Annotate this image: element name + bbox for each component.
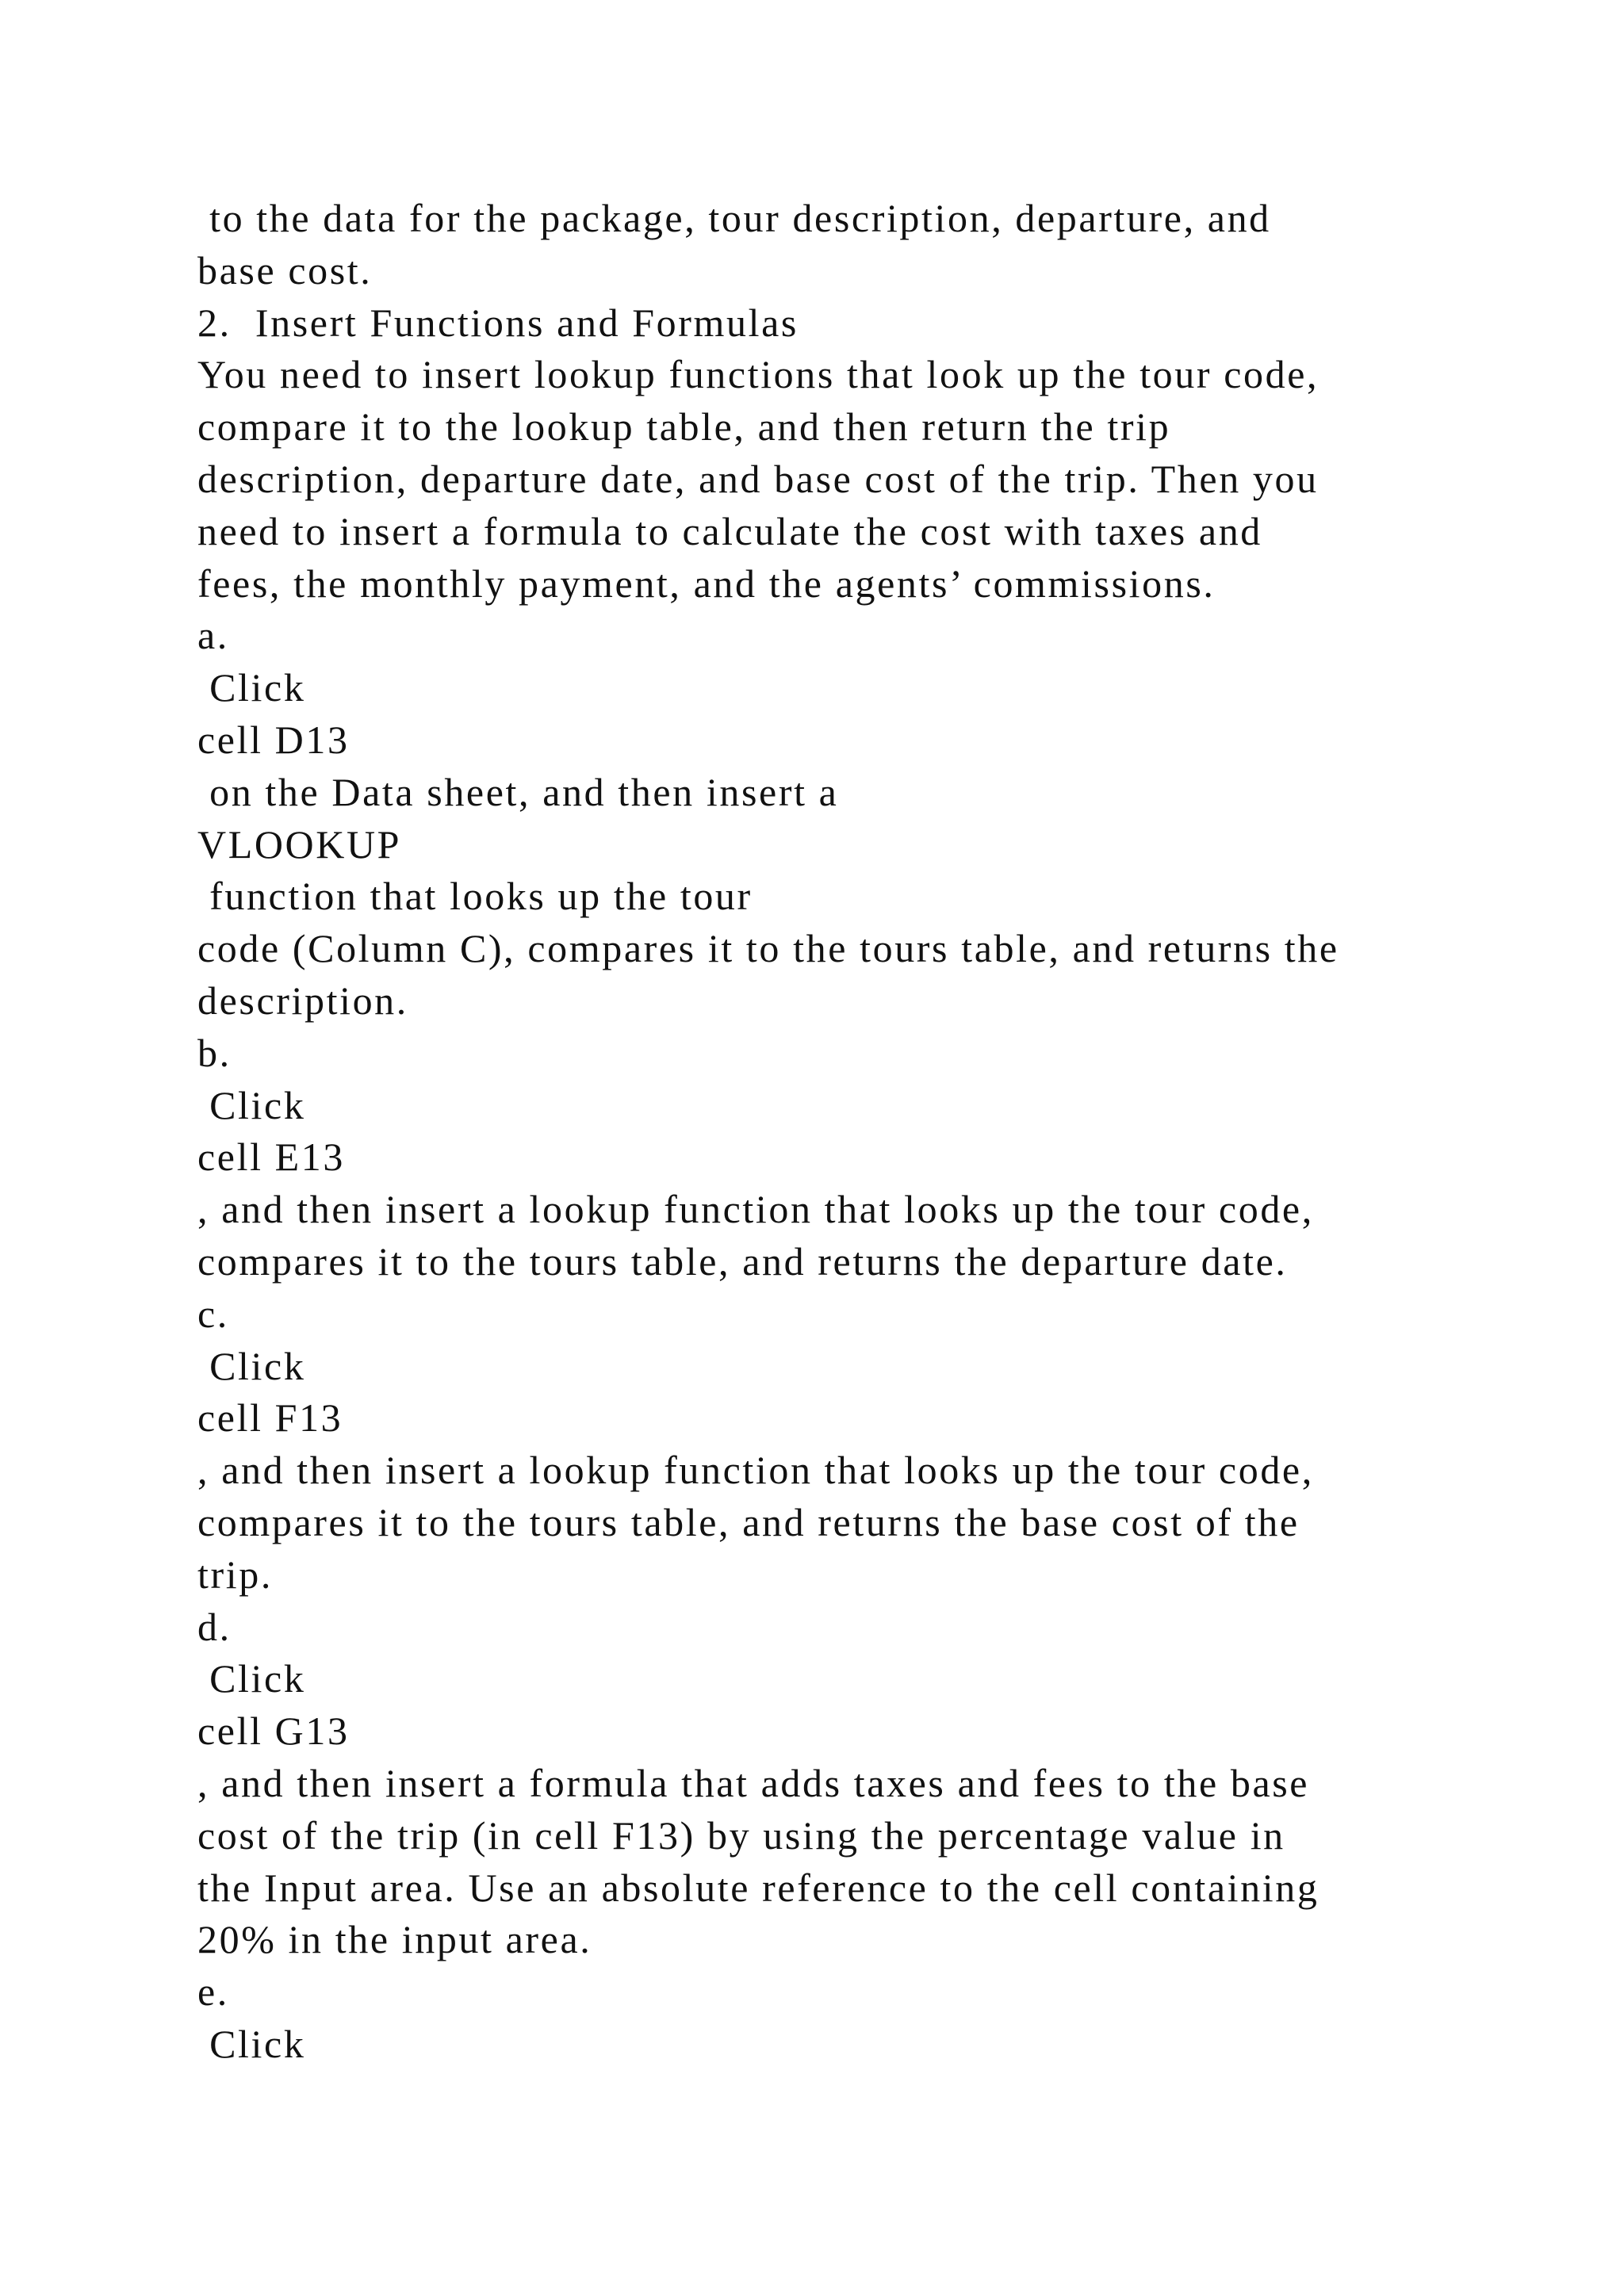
text-line: compares it to the tours table, and returns the base cost of the (197, 1499, 1300, 1544)
text-line: You need to insert lookup functions that look up the tour code, (197, 352, 1320, 397)
text-line: , and then insert a lookup function that looks up the tour code, (197, 1448, 1314, 1493)
text-line: , and then insert a lookup function that looks up the tour code, (197, 1187, 1314, 1232)
text-line: Click (197, 665, 306, 710)
text-line: the Input area. Use an absolute reference to the cell containing (197, 1865, 1320, 1910)
cell-reference: cell E13 (197, 1135, 346, 1180)
cell-reference: cell F13 (197, 1395, 343, 1441)
text-line: base cost. (197, 247, 373, 293)
step-label: b. (197, 1030, 232, 1075)
text-line: function that looks up the tour (197, 874, 753, 919)
text-line: , and then insert a formula that adds taxes and fees to the base (197, 1760, 1310, 1805)
text-line: to the data for the package, tour description, departure, and (197, 196, 1271, 240)
text-line: compare it to the lookup table, and then return the trip (197, 404, 1171, 450)
text-line: 20% in the input area. (197, 1917, 592, 1962)
cell-reference: cell D13 (197, 717, 350, 762)
step-label: d. (197, 1604, 232, 1649)
text-line: fees, the monthly payment, and the agents’ commissions. (197, 561, 1216, 606)
function-name: VLOOKUP (197, 821, 402, 867)
section-heading: 2. Insert Functions and Formulas (197, 300, 799, 345)
step-label: a. (197, 613, 229, 658)
text-line: description. (197, 978, 408, 1023)
text-line: Click (197, 1082, 306, 1127)
cell-reference: cell G13 (197, 1709, 350, 1754)
text-line: need to insert a formula to calculate the cost with taxes and (197, 508, 1262, 553)
text-line: code (Column C), compares it to the tours table, and returns the (197, 926, 1339, 971)
text-line: description, departure date, and base cost of the trip. Then you (197, 456, 1319, 501)
text-line: cost of the trip (in cell F13) by using the percentage value in (197, 1812, 1285, 1858)
text-line: Click (197, 1656, 306, 1701)
text-line: on the Data sheet, and then insert a (197, 769, 839, 814)
step-label: e. (197, 1969, 229, 2015)
text-line: Click (197, 2021, 306, 2066)
step-label: c. (197, 1291, 229, 1336)
document-text (197, 193, 1482, 2071)
text-line: Click (197, 1343, 306, 1388)
text-line: trip. (197, 1552, 273, 1597)
text-line: compares it to the tours table, and returns the departure date. (197, 1238, 1288, 1284)
